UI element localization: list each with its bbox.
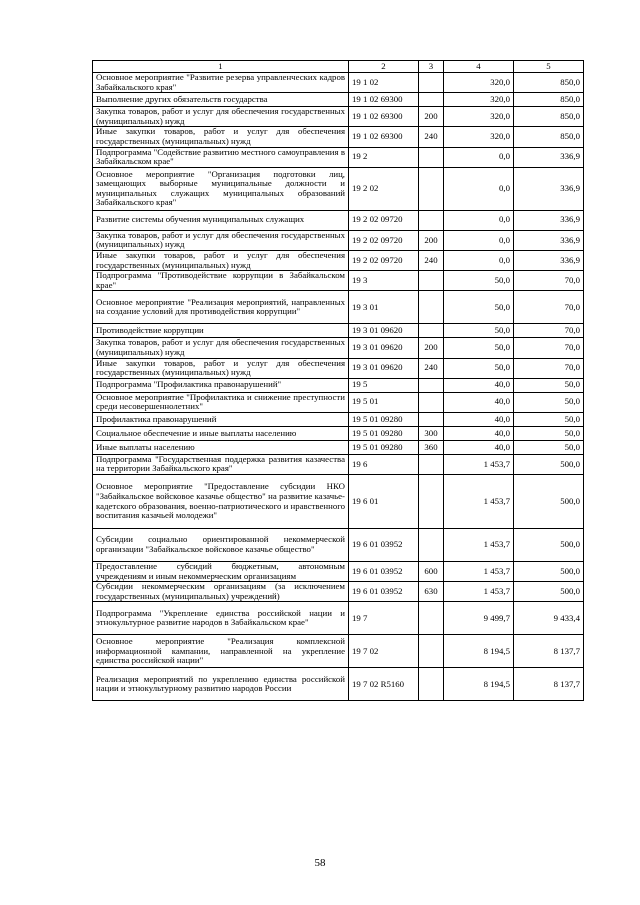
row-type-cell <box>419 210 444 230</box>
row-value-1-cell: 0,0 <box>444 147 514 167</box>
row-code-cell: 19 3 01 <box>349 291 419 324</box>
row-value-2-cell: 850,0 <box>514 127 584 147</box>
page-number: 58 <box>314 857 326 869</box>
row-type-cell <box>419 392 444 412</box>
row-code-cell: 19 1 02 <box>349 73 419 93</box>
row-type-cell: 240 <box>419 358 444 378</box>
row-value-1-cell: 40,0 <box>444 426 514 440</box>
table-row <box>93 635 584 668</box>
row-name-cell: Иные выплаты населению <box>93 440 349 454</box>
row-code-cell: 19 5 01 09280 <box>349 440 419 454</box>
row-value-2-cell: 9 433,4 <box>514 602 584 635</box>
row-code-cell: 19 1 02 69300 <box>349 93 419 107</box>
table-row <box>93 668 584 701</box>
table-row <box>93 440 584 454</box>
row-name-cell: Закупка товаров, работ и услуг для обеспечения государственных (муниципальных) нужд <box>93 107 349 127</box>
row-value-2-cell: 8 137,7 <box>514 635 584 668</box>
row-code-cell: 19 7 02 R5160 <box>349 668 419 701</box>
table-row <box>93 210 584 230</box>
row-value-2-cell: 50,0 <box>514 412 584 426</box>
row-value-1-cell: 1 453,7 <box>444 582 514 602</box>
row-value-1-cell: 320,0 <box>444 73 514 93</box>
row-name-cell: Предоставление субсидий бюджетным, автономным учреждениям и иным некоммерческим организациям <box>93 562 349 582</box>
header-cell-2: 2 <box>349 61 419 73</box>
row-value-2-cell: 336,9 <box>514 230 584 250</box>
row-type-cell: 200 <box>419 338 444 358</box>
row-type-cell <box>419 147 444 167</box>
row-name-cell: Противодействие коррупции <box>93 324 349 338</box>
row-value-1-cell: 40,0 <box>444 412 514 426</box>
row-type-cell <box>419 93 444 107</box>
row-name-cell: Закупка товаров, работ и услуг для обеспечения государственных (муниципальных) нужд <box>93 338 349 358</box>
row-value-1-cell: 40,0 <box>444 440 514 454</box>
row-name-cell: Подпрограмма "Содействие развитию местного самоуправления в Забайкальском крае" <box>93 147 349 167</box>
row-type-cell <box>419 412 444 426</box>
row-value-1-cell: 1 453,7 <box>444 562 514 582</box>
row-type-cell <box>419 454 444 474</box>
row-name-cell: Развитие системы обучения муниципальных служащих <box>93 210 349 230</box>
row-value-1-cell: 1 453,7 <box>444 475 514 529</box>
table-row <box>93 250 584 270</box>
header-row <box>93 61 584 73</box>
row-value-1-cell: 40,0 <box>444 378 514 392</box>
table-row <box>93 529 584 562</box>
row-value-1-cell: 320,0 <box>444 107 514 127</box>
table-row <box>93 378 584 392</box>
row-type-cell <box>419 529 444 562</box>
row-type-cell: 360 <box>419 440 444 454</box>
row-name-cell: Основное мероприятие "Реализация мероприятий, направленных на создание условий для противодействия коррупции" <box>93 291 349 324</box>
row-value-2-cell: 850,0 <box>514 93 584 107</box>
row-value-1-cell: 0,0 <box>444 230 514 250</box>
row-value-2-cell: 50,0 <box>514 440 584 454</box>
row-type-cell: 240 <box>419 250 444 270</box>
row-code-cell: 19 2 02 09720 <box>349 230 419 250</box>
row-name-cell: Подпрограмма "Государственная поддержка развития казачества на территории Забайкальского края" <box>93 454 349 474</box>
row-value-1-cell: 50,0 <box>444 291 514 324</box>
row-code-cell: 19 6 01 03952 <box>349 582 419 602</box>
table-row <box>93 107 584 127</box>
row-name-cell: Основное мероприятие "Профилактика и снижение преступности среди несовершеннолетних" <box>93 392 349 412</box>
row-value-2-cell: 70,0 <box>514 271 584 291</box>
row-type-cell <box>419 602 444 635</box>
row-name-cell: Подпрограмма "Укрепление единства российской нации и этнокультурное развитие народов в Забайкальском крае" <box>93 602 349 635</box>
row-value-2-cell: 50,0 <box>514 392 584 412</box>
row-value-2-cell: 500,0 <box>514 562 584 582</box>
header-cell-4: 4 <box>444 61 514 73</box>
row-type-cell <box>419 475 444 529</box>
table-row <box>93 412 584 426</box>
row-name-cell: Основное мероприятие "Организация подготовки лиц, замещающих выборные муниципальные должности и муниципальных служащих муниципальных образований Забайкальского края" <box>93 167 349 210</box>
row-value-1-cell: 9 499,7 <box>444 602 514 635</box>
row-name-cell: Закупка товаров, работ и услуг для обеспечения государственных (муниципальных) нужд <box>93 230 349 250</box>
row-type-cell: 200 <box>419 107 444 127</box>
row-value-1-cell: 50,0 <box>444 338 514 358</box>
row-code-cell: 19 1 02 69300 <box>349 107 419 127</box>
row-code-cell: 19 2 02 09720 <box>349 210 419 230</box>
table-row <box>93 426 584 440</box>
row-code-cell: 19 7 02 <box>349 635 419 668</box>
header-cell-3: 3 <box>419 61 444 73</box>
row-value-2-cell: 500,0 <box>514 582 584 602</box>
table-row <box>93 475 584 529</box>
row-value-2-cell: 850,0 <box>514 107 584 127</box>
row-value-2-cell: 50,0 <box>514 426 584 440</box>
row-value-1-cell: 50,0 <box>444 324 514 338</box>
table-body <box>93 61 584 701</box>
table-row <box>93 93 584 107</box>
table-row <box>93 392 584 412</box>
row-type-cell <box>419 668 444 701</box>
row-code-cell: 19 5 <box>349 378 419 392</box>
row-value-1-cell: 40,0 <box>444 392 514 412</box>
row-value-2-cell: 70,0 <box>514 358 584 378</box>
row-value-1-cell: 0,0 <box>444 210 514 230</box>
row-name-cell: Подпрограмма "Противодействие коррупции в Забайкальском крае" <box>93 271 349 291</box>
table-row <box>93 324 584 338</box>
row-value-2-cell: 500,0 <box>514 475 584 529</box>
row-value-2-cell: 500,0 <box>514 454 584 474</box>
header-cell-1: 1 <box>93 61 349 73</box>
row-name-cell: Выполнение других обязательств государства <box>93 93 349 107</box>
row-name-cell: Основное мероприятие "Развитие резерва управленческих кадров Забайкальского края" <box>93 73 349 93</box>
row-code-cell: 19 6 01 03952 <box>349 529 419 562</box>
row-name-cell: Иные закупки товаров, работ и услуг для обеспечения государственных (муниципальных) нужд <box>93 358 349 378</box>
row-code-cell: 19 3 01 09620 <box>349 324 419 338</box>
row-value-2-cell: 500,0 <box>514 529 584 562</box>
table-row <box>93 167 584 210</box>
row-name-cell: Реализация мероприятий по укреплению единства российской нации и этнокультурному развитию народов России <box>93 668 349 701</box>
row-name-cell: Иные закупки товаров, работ и услуг для обеспечения государственных (муниципальных) нужд <box>93 127 349 147</box>
row-type-cell <box>419 167 444 210</box>
row-type-cell <box>419 378 444 392</box>
row-name-cell: Подпрограмма "Профилактика правонарушений" <box>93 378 349 392</box>
row-name-cell: Субсидии некоммерческим организациям (за исключением государственных (муниципальных) учреждений) <box>93 582 349 602</box>
row-value-1-cell: 320,0 <box>444 127 514 147</box>
row-type-cell: 200 <box>419 230 444 250</box>
row-code-cell: 19 2 <box>349 147 419 167</box>
row-type-cell <box>419 635 444 668</box>
row-code-cell: 19 3 <box>349 271 419 291</box>
row-code-cell: 19 2 02 09720 <box>349 250 419 270</box>
row-type-cell <box>419 324 444 338</box>
row-code-cell: 19 6 01 <box>349 475 419 529</box>
row-name-cell: Социальное обеспечение и иные выплаты населению <box>93 426 349 440</box>
row-code-cell: 19 1 02 69300 <box>349 127 419 147</box>
row-value-1-cell: 50,0 <box>444 358 514 378</box>
row-type-cell: 630 <box>419 582 444 602</box>
row-value-2-cell: 850,0 <box>514 73 584 93</box>
table-row <box>93 127 584 147</box>
table-row <box>93 454 584 474</box>
row-value-1-cell: 8 194,5 <box>444 668 514 701</box>
row-code-cell: 19 5 01 <box>349 392 419 412</box>
budget-table <box>92 60 584 701</box>
table-row <box>93 338 584 358</box>
row-value-2-cell: 336,9 <box>514 147 584 167</box>
row-code-cell: 19 5 01 09280 <box>349 426 419 440</box>
row-type-cell: 600 <box>419 562 444 582</box>
row-type-cell <box>419 73 444 93</box>
row-value-1-cell: 0,0 <box>444 250 514 270</box>
row-value-2-cell: 336,9 <box>514 167 584 210</box>
row-value-2-cell: 70,0 <box>514 324 584 338</box>
table-row <box>93 562 584 582</box>
table-row <box>93 271 584 291</box>
table-row <box>93 73 584 93</box>
row-name-cell: Основное мероприятие "Реализация комплексной информационной кампании, направленной на укрепление единства российской нации" <box>93 635 349 668</box>
header-cell-5: 5 <box>514 61 584 73</box>
row-code-cell: 19 3 01 09620 <box>349 338 419 358</box>
row-code-cell: 19 3 01 09620 <box>349 358 419 378</box>
row-value-2-cell: 50,0 <box>514 378 584 392</box>
row-value-1-cell: 1 453,7 <box>444 454 514 474</box>
row-type-cell: 300 <box>419 426 444 440</box>
row-type-cell <box>419 291 444 324</box>
row-value-1-cell: 50,0 <box>444 271 514 291</box>
row-name-cell: Профилактика правонарушений <box>93 412 349 426</box>
table-row <box>93 291 584 324</box>
row-type-cell: 240 <box>419 127 444 147</box>
table-row <box>93 230 584 250</box>
row-code-cell: 19 2 02 <box>349 167 419 210</box>
row-code-cell: 19 6 01 03952 <box>349 562 419 582</box>
row-value-2-cell: 336,9 <box>514 250 584 270</box>
row-code-cell: 19 7 <box>349 602 419 635</box>
row-value-1-cell: 1 453,7 <box>444 529 514 562</box>
row-name-cell: Субсидии социально ориентированной некоммерческой организации "Забайкальское войсковое казачье общество" <box>93 529 349 562</box>
row-value-1-cell: 0,0 <box>444 167 514 210</box>
row-value-2-cell: 70,0 <box>514 291 584 324</box>
row-value-1-cell: 320,0 <box>444 93 514 107</box>
table-row <box>93 602 584 635</box>
row-code-cell: 19 6 <box>349 454 419 474</box>
table-row <box>93 358 584 378</box>
table-row <box>93 582 584 602</box>
row-value-2-cell: 8 137,7 <box>514 668 584 701</box>
row-value-2-cell: 336,9 <box>514 210 584 230</box>
row-name-cell: Иные закупки товаров, работ и услуг для обеспечения государственных (муниципальных) нужд <box>93 250 349 270</box>
row-name-cell: Основное мероприятие "Предоставление субсидии НКО "Забайкальское войсковое казачье общество" на развитие казачье-кадетского образования, военно-патриотического и нравственного воспитания казачьей молодежи" <box>93 475 349 529</box>
row-code-cell: 19 5 01 09280 <box>349 412 419 426</box>
row-value-2-cell: 70,0 <box>514 338 584 358</box>
row-value-1-cell: 8 194,5 <box>444 635 514 668</box>
row-type-cell <box>419 271 444 291</box>
table-row <box>93 147 584 167</box>
